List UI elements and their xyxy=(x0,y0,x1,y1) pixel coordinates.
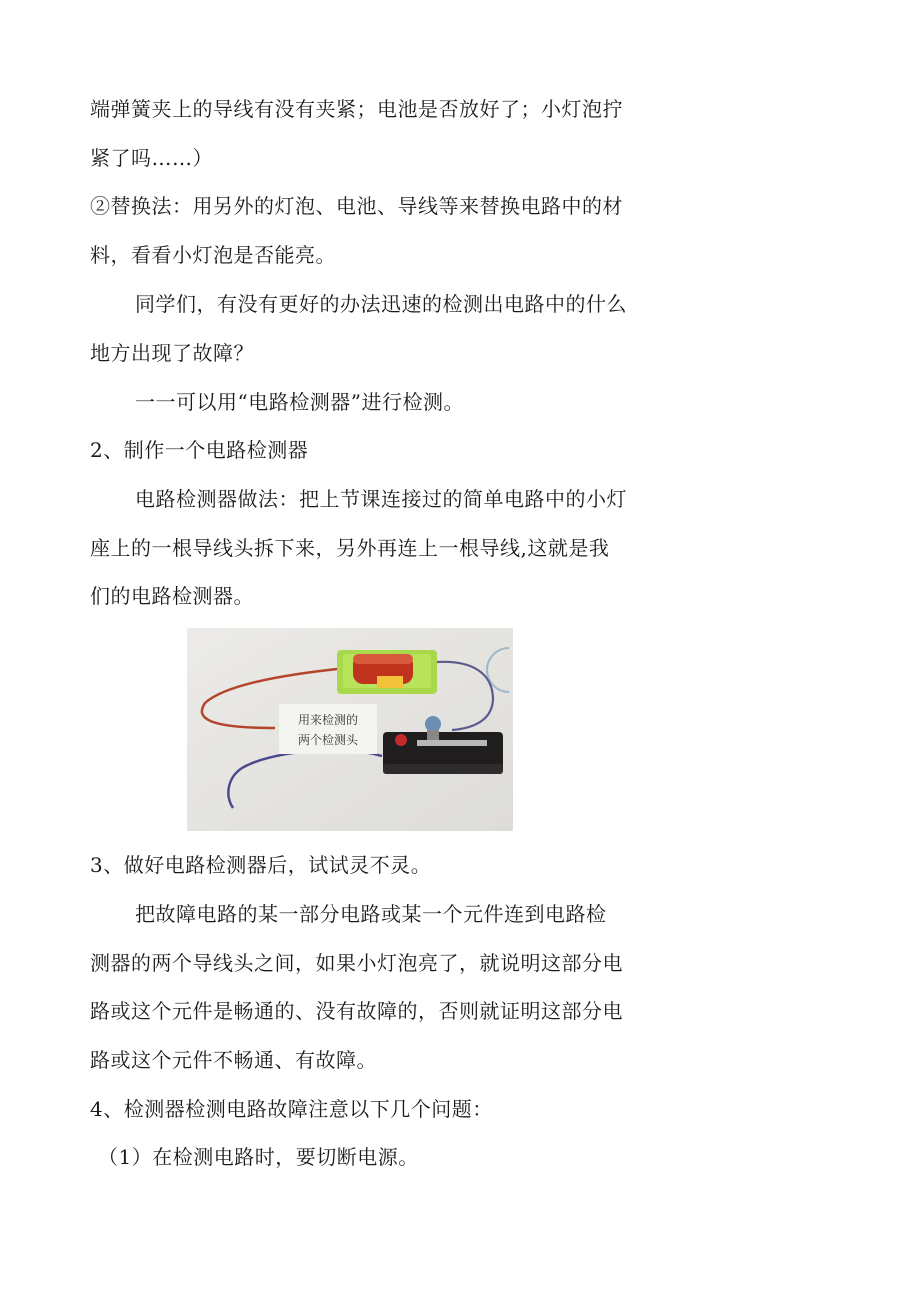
text-line-2: 紧了吗……） xyxy=(90,146,213,170)
text-line-13: 把故障电路的某一部分电路或某一个元件连到电路检 xyxy=(135,902,607,926)
text-line-16: 路或这个元件不畅通、有故障。 xyxy=(90,1048,377,1072)
text-line-11: 们的电路检测器。 xyxy=(90,584,254,608)
section-heading-4: 4、检测器检测电路故障注意以下几个问题： xyxy=(90,1097,493,1121)
circuit-tester-photo xyxy=(187,628,513,831)
section-heading-3: 3、做好电路检测器后，试试灵不灵。 xyxy=(90,853,432,877)
photo-label-line-2: 两个检测头 xyxy=(297,733,359,747)
text-line-4: 料，看看小灯泡是否能亮。 xyxy=(90,243,336,267)
list-item-1: （1）在检测电路时，要切断电源。 xyxy=(98,1145,419,1169)
photo-label-line-1: 用来检测的 xyxy=(297,713,359,727)
text-line-1: 端弹簧夹上的导线有没有夹紧；电池是否放好了；小灯泡拧 xyxy=(90,97,623,121)
section-heading-2: 2、制作一个电路检测器 xyxy=(90,438,309,462)
text-line-9: 电路检测器做法：把上节课连接过的简单电路中的小灯 xyxy=(135,487,627,511)
text-line-3: ②替换法：用另外的灯泡、电池、导线等来替换电路中的材 xyxy=(90,194,623,218)
text-line-7: 一一可以用“电路检测器”进行检测。 xyxy=(135,390,464,414)
text-line-5: 同学们，有没有更好的办法迅速的检测出电路中的什么 xyxy=(135,292,627,316)
text-line-15: 路或这个元件是畅通的、没有故障的，否则就证明这部分电 xyxy=(90,999,623,1023)
text-line-10: 座上的一根导线头拆下来，另外再连上一根导线,这就是我 xyxy=(90,536,610,560)
text-line-6: 地方出现了故障？ xyxy=(90,341,254,365)
text-line-14: 测器的两个导线头之间，如果小灯泡亮了，就说明这部分电 xyxy=(90,951,623,975)
